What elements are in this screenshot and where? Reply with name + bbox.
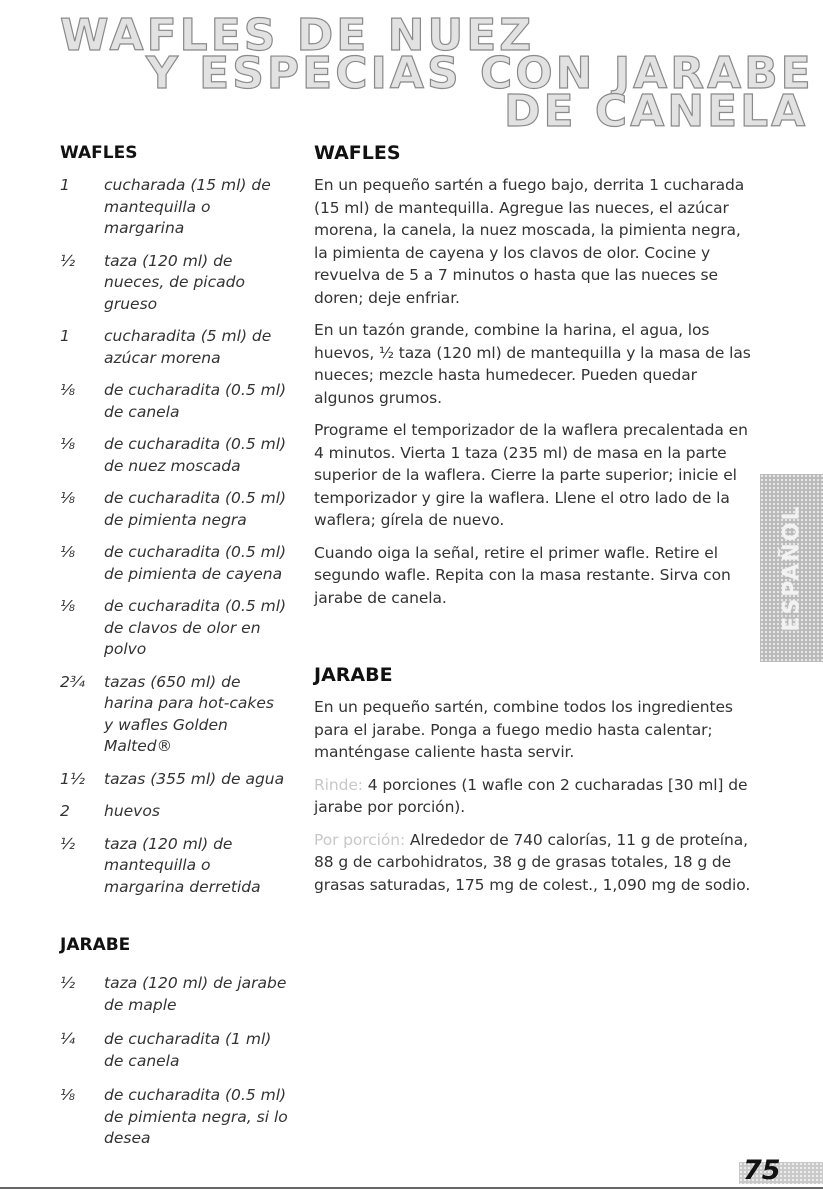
- ingredient-qty: 1½: [60, 769, 85, 788]
- ingredient-item: [60, 380, 290, 423]
- ingredient-qty: 1: [60, 327, 70, 345]
- ingredient-item: [60, 434, 290, 477]
- ingredient-qty: ⅛: [60, 489, 76, 507]
- wafles-step: En un pequeño sartén a fuego bajo, derrita 1 cucharada (15 ml) de mantequilla. Agregue las nueces, el azúcar morena, la canela, la nuez moscada, la pimienta negra, la pimienta de cayena y los clavos de olor. Cocine y revuelva de 5 a 7 minutos o hasta que las nueces se doren; deje enfriar.: [314, 176, 745, 307]
- ingredient-qty: ⅛: [60, 1086, 76, 1104]
- ingredient-desc: tazas (650 ml) de harina para hot-cakes y wafles Golden Malted®: [104, 672, 274, 755]
- ingredient-item: [60, 488, 290, 531]
- yield-line: [314, 774, 759, 819]
- yield-text: 4 porciones (1 wafle con 2 cucharadas [30 ml] de jarabe por porción).: [314, 775, 748, 816]
- ingredient-qty: 2¾: [60, 672, 85, 691]
- ingredient-desc: de cucharadita (0.5 ml) de canela: [104, 381, 287, 421]
- ingredient-desc: taza (120 ml) de jarabe de maple: [104, 974, 287, 1014]
- ingredient-qty: ½: [60, 974, 76, 992]
- wafles-steps: [314, 174, 759, 609]
- jarabe-ingredients-list: [60, 973, 290, 1150]
- ingredient-desc: tazas (355 ml) de agua: [104, 769, 285, 788]
- ingredient-item: [60, 175, 290, 240]
- wafles-step: Cuando oiga la señal, retire el primer wafle. Retire el segundo wafle. Repita con la masa restante. Sirva con jarabe de canela.: [314, 543, 731, 607]
- ingredient-desc: taza (120 ml) de mantequilla o margarina derretida: [104, 834, 261, 896]
- ingredient-desc: cucharada (15 ml) de mantequilla o margarina: [104, 176, 271, 237]
- title-line-3: DE CANELA: [504, 86, 809, 137]
- ingredient-qty: ⅛: [60, 543, 76, 561]
- wafles-step: En un tazón grande, combine la harina, el agua, los huevos, ½ taza (120 ml) de mantequilla y la masa de las nueces; mezcle hasta humedecer. Pueden quedar algunos grumos.: [314, 321, 751, 407]
- instructions-column: [314, 139, 759, 906]
- ingredient-qty: ⅛: [60, 435, 76, 453]
- title-line-1: WAFLES DE NUEZ: [60, 10, 535, 61]
- ingredient-desc: de cucharadita (0.5 ml) de pimienta negra: [104, 489, 287, 529]
- ingredient-desc: de cucharadita (0.5 ml) de nuez moscada: [104, 435, 287, 475]
- language-side-tab: [760, 474, 823, 662]
- ingredient-qty: ⅛: [60, 381, 76, 399]
- page-number: 75: [743, 1155, 781, 1186]
- bottom-rule: [0, 1187, 823, 1189]
- ingredient-item: [60, 672, 290, 758]
- wafles-instructions-heading: WAFLES: [314, 142, 401, 164]
- title-line-2: Y ESPECIAS CON JARABE: [146, 48, 814, 99]
- ingredient-qty: ⅛: [60, 597, 76, 615]
- ingredient-item: [60, 251, 290, 316]
- jarabe-step: En un pequeño sartén, combine todos los ingredientes para el jarabe. Ponga a fuego medio hasta calentar; manténgase caliente hasta servir.: [314, 698, 733, 761]
- ingredient-desc: de cucharadita (0.5 ml) de pimienta de cayena: [104, 543, 287, 583]
- ingredient-item: [60, 769, 290, 791]
- jarabe-instructions-heading: JARABE: [314, 664, 393, 686]
- nutrition-line: [314, 829, 759, 897]
- ingredient-qty: ½: [60, 251, 76, 270]
- page-number-bar: [739, 1155, 823, 1186]
- ingredient-qty: 1: [60, 176, 70, 194]
- jarabe-ingredients-heading: JARABE: [60, 935, 131, 955]
- language-tab-label: ESPAÑOL: [779, 504, 804, 632]
- yield-label: Rinde:: [314, 775, 363, 794]
- ingredient-item: [60, 834, 290, 899]
- ingredient-desc: huevos: [104, 802, 160, 820]
- nutrition-label: Por porción:: [314, 830, 406, 849]
- ingredient-item: [60, 1085, 290, 1150]
- ingredient-desc: de cucharadita (0.5 ml) de pimienta negra, si lo desea: [104, 1086, 288, 1147]
- ingredient-qty: ½: [60, 834, 76, 853]
- jarabe-steps: [314, 696, 759, 896]
- ingredient-item: [60, 973, 290, 1016]
- ingredient-item: [60, 1029, 290, 1072]
- wafles-step: Programe el temporizador de la waflera precalentada en 4 minutos. Vierta 1 taza (235 ml) de masa en la parte superior de la waflera. Cierre la parte superior; inicie el temporizador y gire la waflera. Llene el otro lado de la waflera; gírela de nuevo.: [314, 421, 748, 529]
- ingredient-qty: ¼: [60, 1030, 76, 1048]
- ingredient-desc: de cucharadita (0.5 ml) de clavos de olor en polvo: [104, 597, 287, 658]
- ingredient-item: [60, 801, 290, 823]
- ingredients-column: [60, 142, 290, 1163]
- wafles-ingredients-heading: WAFLES: [60, 143, 138, 163]
- ingredient-desc: de cucharadita (1 ml) de canela: [104, 1030, 272, 1070]
- ingredient-qty: 2: [60, 802, 70, 820]
- ingredient-desc: taza (120 ml) de nueces, de picado grueso: [104, 251, 245, 313]
- ingredient-item: [60, 596, 290, 661]
- ingredient-desc: cucharadita (5 ml) de azúcar morena: [104, 327, 272, 367]
- ingredient-item: [60, 542, 290, 585]
- wafles-ingredients-list: [60, 175, 290, 898]
- nutrition-text: Alrededor de 740 calorías, 11 g de proteína, 88 g de carbohidratos, 38 g de grasas totales, 18 g de grasas saturadas, 175 mg de colest., 1,090 mg de sodio.: [314, 830, 751, 894]
- ingredient-item: [60, 326, 290, 369]
